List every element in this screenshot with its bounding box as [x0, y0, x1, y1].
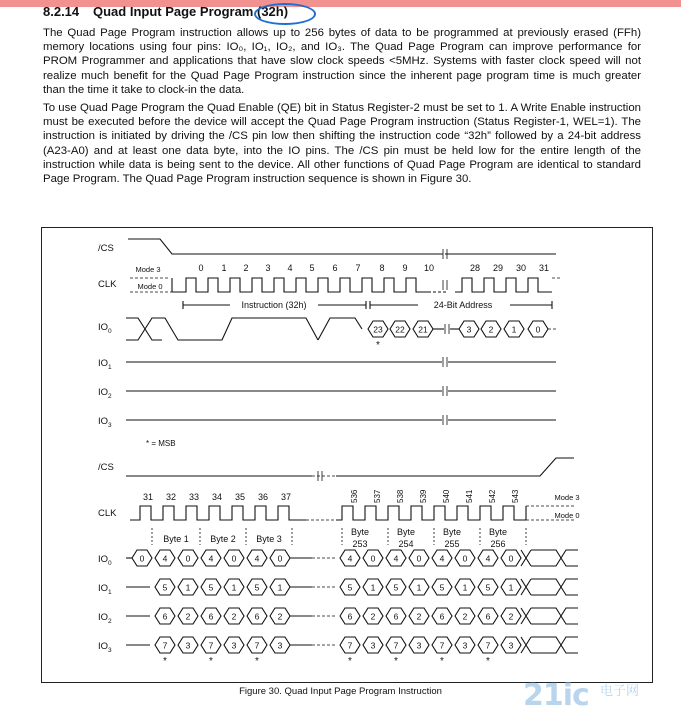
byte-label-right-l1: Byte: [396, 527, 416, 537]
clk-bottom-label-rotated: 538: [396, 489, 405, 503]
clk-bottom-label: 32: [165, 492, 177, 502]
io3-data-label: 3: [231, 640, 237, 651]
label-io2-top: $IO_2$: [98, 387, 112, 400]
clk-top-label: 8: [379, 263, 385, 273]
asterisk-bottom: *: [440, 656, 444, 667]
io0-top-w2: [150, 318, 178, 340]
io2-data-label: 6: [162, 611, 168, 622]
io-top-break: [443, 415, 447, 425]
io0-data-label: 0: [277, 553, 283, 564]
clk-bottom-label: 35: [234, 492, 246, 502]
clk-top-label: 9: [402, 263, 408, 273]
watermark-cn: 电子网: [600, 684, 640, 699]
msb-legend: * = MSB: [146, 439, 176, 448]
clk-top-label: 5: [309, 263, 315, 273]
io0-data-label: 0: [185, 553, 191, 564]
mode3-label-bottom: Mode 3: [554, 493, 580, 502]
io3-dontcare: [531, 637, 578, 653]
clk-top-label: 10: [423, 263, 435, 273]
section-code: (32h): [256, 4, 289, 19]
label-cs-top: /CS: [98, 243, 114, 254]
io0-data-label-r: 4: [485, 553, 491, 564]
io0-data-label-r: 0: [370, 553, 376, 564]
address-label: 24-Bit Address: [433, 300, 493, 310]
asterisk-bottom: *: [394, 656, 398, 667]
clk-top-label: 0: [198, 263, 204, 273]
clk-bottom-label-rotated: 542: [488, 489, 497, 503]
asterisk-bottom: *: [163, 656, 167, 667]
io0-data-label-r: 4: [439, 553, 445, 564]
clk-top-label: 28: [469, 263, 481, 273]
io1-data-label-r: 1: [416, 582, 422, 593]
io3-data-label-r: 3: [508, 640, 514, 651]
io2-end-x: [521, 608, 531, 624]
clk-bottom-label: 37: [280, 492, 292, 502]
byte-label-left: Byte 3: [256, 534, 282, 544]
paragraph-1: The Quad Page Program instruction allows up to 256 bytes of data to be programmed at previously erased (FFh) memory locations using four pins: IO₀, IO₁, IO₂, and IO₃. The Quad Page Program can improve performance for PROM Programmer and applications that have slow clock speeds <5MHz. Systems with faster clock speed will not realize much benefit for the Quad Page Program instruction since the inherent page program time is much greater than the time it take to clock-in the data.: [43, 27, 641, 96]
clk-bottom-waveform: [130, 506, 306, 520]
io3-data-label: 7: [254, 640, 260, 651]
label-io2-bottom: $IO_2$: [98, 612, 112, 625]
clk-top-label: 31: [538, 263, 550, 273]
clk-top-label: 29: [492, 263, 504, 273]
section-number: 8.2.14: [43, 4, 80, 19]
asterisk-bottom: *: [209, 656, 213, 667]
io2-data-label: 2: [277, 611, 283, 622]
io1-data-label: 5: [208, 582, 214, 593]
asterisk-top: *: [376, 340, 380, 351]
io3-data-label-r: 7: [439, 640, 445, 651]
address-bit-label: 1: [511, 324, 517, 335]
cs-top-waveform: [128, 239, 440, 254]
io0-dontcare: [531, 550, 578, 566]
cs-bottom-waveform-2: [336, 458, 574, 476]
io2-data-label-r: 2: [416, 611, 422, 622]
address-bit-label: 23: [373, 324, 383, 335]
clk-bottom-label: 36: [257, 492, 269, 502]
byte-label-left: Byte 2: [210, 534, 236, 544]
instruction-label: Instruction (32h): [241, 300, 307, 310]
clk-top-label: 1: [221, 263, 227, 273]
io0-first-label: 0: [139, 553, 145, 564]
clk-bottom-label: 34: [211, 492, 223, 502]
clk-bottom-waveform-2: [336, 506, 526, 520]
asterisk-bottom: *: [486, 656, 490, 667]
byte-label-left: Byte 1: [163, 534, 189, 544]
io1-end-x: [521, 579, 531, 595]
io0-data-label: 0: [231, 553, 237, 564]
io0-data-label: 4: [208, 553, 214, 564]
io3-data-label-r: 3: [416, 640, 422, 651]
io3-data-label: 7: [208, 640, 214, 651]
io0-data-label-r: 4: [393, 553, 399, 564]
io1-data-label: 5: [254, 582, 260, 593]
watermark-logo: 21ic: [523, 678, 589, 713]
byte-label-right-l1: Byte: [488, 527, 508, 537]
io2-data-label-r: 6: [485, 611, 491, 622]
asterisk-bottom: *: [255, 656, 259, 667]
io1-data-label: 1: [185, 582, 191, 593]
io0-data-label-r: 4: [347, 553, 353, 564]
io3-end-x: [521, 637, 531, 653]
label-io0-top: $IO_0$: [98, 322, 112, 335]
label-clk-top: CLK: [98, 279, 117, 290]
clk-top-label: 4: [287, 263, 293, 273]
clk-bottom-label-rotated: 543: [511, 489, 520, 503]
label-io1-bottom: $IO_1$: [98, 583, 112, 596]
io2-dontcare: [531, 608, 578, 624]
io0-data-label: 4: [162, 553, 168, 564]
address-bit-label: 22: [395, 324, 405, 335]
io2-data-label-r: 6: [439, 611, 445, 622]
clk-bottom-label-rotated: 540: [442, 489, 451, 503]
io-top-break: [443, 357, 447, 367]
io0-data-label: 4: [254, 553, 260, 564]
label-io3-top: $IO_3$: [98, 416, 112, 429]
io0-top-w4: [318, 318, 362, 340]
io3-data-label: 7: [162, 640, 168, 651]
clk-top-label: 2: [243, 263, 249, 273]
io2-data-label: 2: [231, 611, 237, 622]
io1-dontcare: [531, 579, 578, 595]
io1-data-label-r: 1: [370, 582, 376, 593]
io0-top-waveform: [162, 318, 318, 340]
section-title: Quad Input Page Program: [93, 4, 254, 19]
io2-data-label-r: 6: [393, 611, 399, 622]
byte-label-right-l2: 255: [444, 539, 460, 549]
io-top-break: [443, 386, 447, 396]
clk-bottom-label: 31: [142, 492, 154, 502]
byte-label-right-l2: 256: [490, 539, 506, 549]
mode0-label-top: Mode 0: [137, 282, 163, 291]
io2-data-label-r: 6: [347, 611, 353, 622]
byte-label-right-l2: 254: [398, 539, 414, 549]
clk-top-waveform: [172, 278, 428, 292]
io3-data-label-r: 3: [462, 640, 468, 651]
io3-data-label-r: 7: [393, 640, 399, 651]
io2-data-label-r: 2: [462, 611, 468, 622]
io3-data-label-r: 7: [347, 640, 353, 651]
io1-data-label-r: 1: [508, 582, 514, 593]
clk-bottom-label-rotated: 536: [350, 489, 359, 503]
byte-label-right-l1: Byte: [442, 527, 462, 537]
io0-top-dontcare: [126, 318, 162, 340]
mode0-label-bottom: Mode 0: [554, 511, 580, 520]
address-bit-label: 2: [488, 324, 494, 335]
asterisk-bottom: *: [348, 656, 352, 667]
io0-data-label-r: 0: [462, 553, 468, 564]
io2-data-label-r: 2: [370, 611, 376, 622]
io0-data-label-r: 0: [416, 553, 422, 564]
label-clk-bottom: CLK: [98, 508, 117, 519]
clk-top-break: [443, 280, 447, 290]
io1-data-label: 1: [231, 582, 237, 593]
paragraph-2: To use Quad Page Program the Quad Enable (QE) bit in Status Register-2 must be set to 1. A Write Enable instruction must be executed before the device will accept the Quad Page Program instruction (Status Register-1, WEL=1). The instruction is initiated by driving the /CS pin low then shifting the instruction code “32h” followed by a 24-bit address (A23-A0) and at least one data byte, into the IO pins. The /CS pin must be held low for the entire length of the instruction while data is being sent to the device. All other functions of Quad Page Program are identical to standard Page Program. The Quad Page Program instruction sequence is shown in Figure 30.: [43, 102, 641, 186]
io3-data-label-r: 3: [370, 640, 376, 651]
address-bit-label: 3: [466, 324, 472, 335]
mode3-label-top: Mode 3: [135, 265, 161, 274]
label-cs-bottom: /CS: [98, 462, 114, 473]
address-bit-label: 0: [535, 324, 541, 335]
clk-bottom-label-rotated: 539: [419, 489, 428, 503]
clk-bottom-label-rotated: 541: [465, 489, 474, 503]
io1-data-label: 1: [277, 582, 283, 593]
figure-caption: Figure 30. Quad Input Page Program Instruction: [239, 686, 442, 697]
io3-data-label-r: 7: [485, 640, 491, 651]
io1-data-label-r: 5: [439, 582, 445, 593]
io2-data-label-r: 2: [508, 611, 514, 622]
io3-data-label: 3: [185, 640, 191, 651]
io1-data-label-r: 5: [347, 582, 353, 593]
io2-data-label: 6: [254, 611, 260, 622]
clk-top-label: 30: [515, 263, 527, 273]
io2-data-label: 6: [208, 611, 214, 622]
label-io3-bottom: $IO_3$: [98, 641, 112, 654]
io0-data-label-r: 0: [508, 553, 514, 564]
io1-data-label-r: 1: [462, 582, 468, 593]
io1-data-label-r: 5: [393, 582, 399, 593]
address-bit-label: 21: [418, 324, 428, 335]
clk-top-label: 6: [332, 263, 338, 273]
clk-top-label: 3: [265, 263, 271, 273]
byte-label-right-l2: 253: [352, 539, 368, 549]
io3-data-label: 3: [277, 640, 283, 651]
clk-bottom-label-rotated: 537: [373, 489, 382, 503]
label-io0-bottom: $IO_0$: [98, 554, 112, 567]
byte-label-right-l1: Byte: [350, 527, 370, 537]
clk-top-waveform-2: [455, 278, 552, 292]
io0-end-x: [521, 550, 531, 566]
io1-data-label: 5: [162, 582, 168, 593]
clk-top-label: 7: [355, 263, 361, 273]
io2-data-label: 2: [185, 611, 191, 622]
clk-bottom-label: 33: [188, 492, 200, 502]
io0-top-break: [445, 324, 449, 334]
io1-data-label-r: 5: [485, 582, 491, 593]
label-io1-top: $IO_1$: [98, 358, 112, 371]
